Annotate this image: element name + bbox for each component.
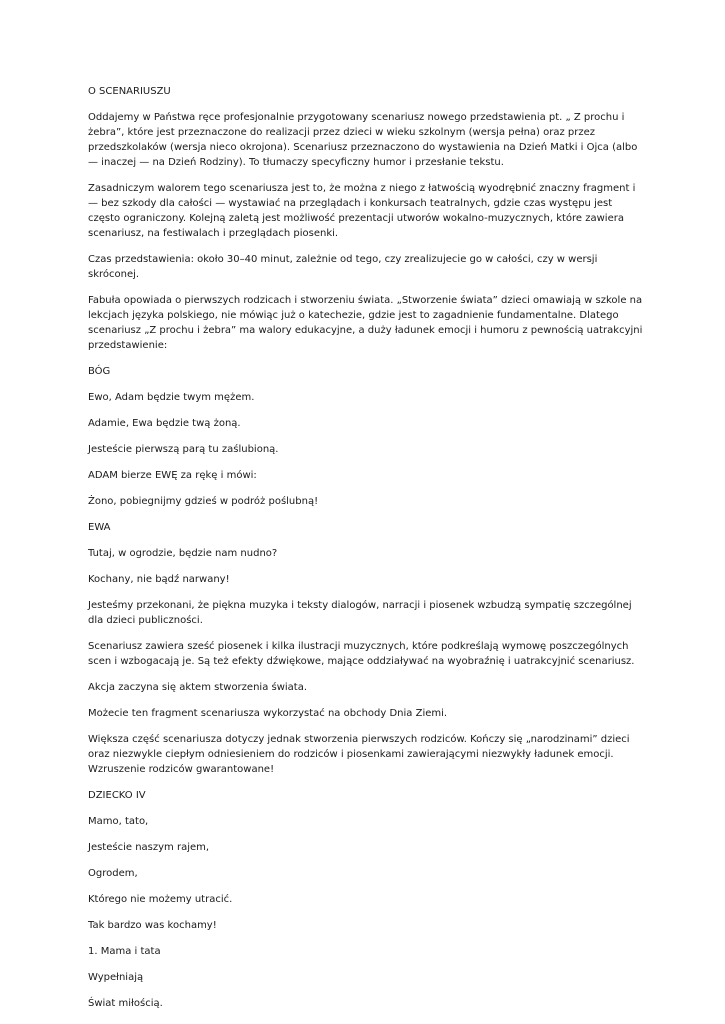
- parents-paragraph: Większa część scenariusza dotyczy jednak stworzenia pierwszych rodziców. Kończy się „narodzinami” dzieci oraz niezwykle ciepłym odniesieniem do rodziców i piosenkami zawierającymi niezwykły ładunek emocji. Wzruszenie rodziców gwarantowane!: [88, 734, 630, 775]
- duration-paragraph: Czas przedstawienia: około 30–40 minut, zależnie od tego, czy zrealizujecie go w całości, czy w wersji skróconej.: [88, 254, 598, 280]
- intro-paragraph: Oddajemy w Państwa ręce profesjonalnie przygotowany scenariusz nowego przedstawienia pt. „ Z prochu i żebra”, które jest przeznaczone do realizacji przez dzieci w wieku szkolnym (wersja pełna) oraz przez przedszkolaków (wersja nieco okrojona). Scenariusz przeznaczono do wystawienia na Dzień Matki i Ojca (albo — inaczej — na Dzień Rodziny). To tłumaczy specyficzny humor i przesłanie tekstu.: [88, 112, 638, 168]
- speaker-eve: EWA: [88, 522, 111, 533]
- dialogue-line: Żono, pobiegnijmy gdzieś w podróż poślubną!: [88, 496, 319, 507]
- dialogue-line: Ogrodem,: [88, 868, 138, 879]
- dialogue-line: Ewo, Adam będzie twym mężem.: [88, 392, 255, 403]
- advantage-paragraph: Zasadniczym walorem tego scenariusza jest to, że można z niego z łatwością wyodrębnić znaczny fragment i — bez szkody dla całości — wystawiać na przeglądach i konkursach teatralnych, gdzie czas występu jest często ograniczony. Kolejną zaletą jest możliwość prezentacji utworów wokalno-muzycznych, które zawiera scenariusz, na festiwalach i przeglądach piosenki.: [88, 183, 636, 239]
- stage-direction: ADAM bierze EWĘ za rękę i mówi:: [88, 470, 257, 481]
- song-line: Wypełniają: [88, 972, 144, 983]
- dialogue-line: Tak bardzo was kochamy!: [88, 920, 217, 931]
- songs-paragraph: Scenariusz zawiera sześć piosenek i kilka ilustracji muzycznych, które podkreślają wymowę poszczególnych scen i wzbogacają je. Są też efekty dźwiękowe, mające oddziaływać na wyobraźnię i uatrakcyjnić scenariusz.: [88, 641, 635, 667]
- song-line: Świat miłością.: [88, 998, 163, 1009]
- dialogue-line: Jesteście naszym rajem,: [88, 842, 210, 853]
- song-title: 1. Mama i tata: [88, 946, 161, 957]
- dialogue-line: Tutaj, w ogrodzie, będzie nam nudno?: [88, 548, 278, 559]
- plot-paragraph: Fabuła opowiada o pierwszych rodzicach i stworzeniu świata. „Stworzenie świata” dzieci omawiają w szkole na lekcjach języka polskiego, nie mówiąc już o katechezie, gdzie jest to zagadnienie fundamentalne. Dlatego scenariusz „Z prochu i żebra” ma walory edukacyjne, a duży ładunek emocji i humoru z pewnością uatrakcyjni przedstawienie:: [88, 295, 643, 351]
- document-page: [88, 84, 643, 1022]
- dialogue-line: Mamo, tato,: [88, 816, 149, 827]
- music-paragraph: Jesteśmy przekonani, że piękna muzyka i teksty dialogów, narracji i piosenek wzbudzą sympatię szczególnej dla dzieci publiczności.: [88, 600, 632, 626]
- section-heading: O SCENARIUSZU: [88, 86, 171, 97]
- dialogue-line: Adamie, Ewa będzie twą żoną.: [88, 418, 241, 429]
- earth-day-paragraph: Możecie ten fragment scenariusza wykorzystać na obchody Dnia Ziemi.: [88, 708, 448, 719]
- speaker-child-iv: DZIECKO IV: [88, 790, 146, 801]
- dialogue-line: Jesteście pierwszą parą tu zaślubioną.: [88, 444, 279, 455]
- dialogue-line: Którego nie możemy utracić.: [88, 894, 233, 905]
- speaker-god: BÓG: [88, 366, 111, 377]
- action-start-paragraph: Akcja zaczyna się aktem stworzenia świata.: [88, 682, 308, 693]
- dialogue-line: Kochany, nie bądź narwany!: [88, 574, 230, 585]
